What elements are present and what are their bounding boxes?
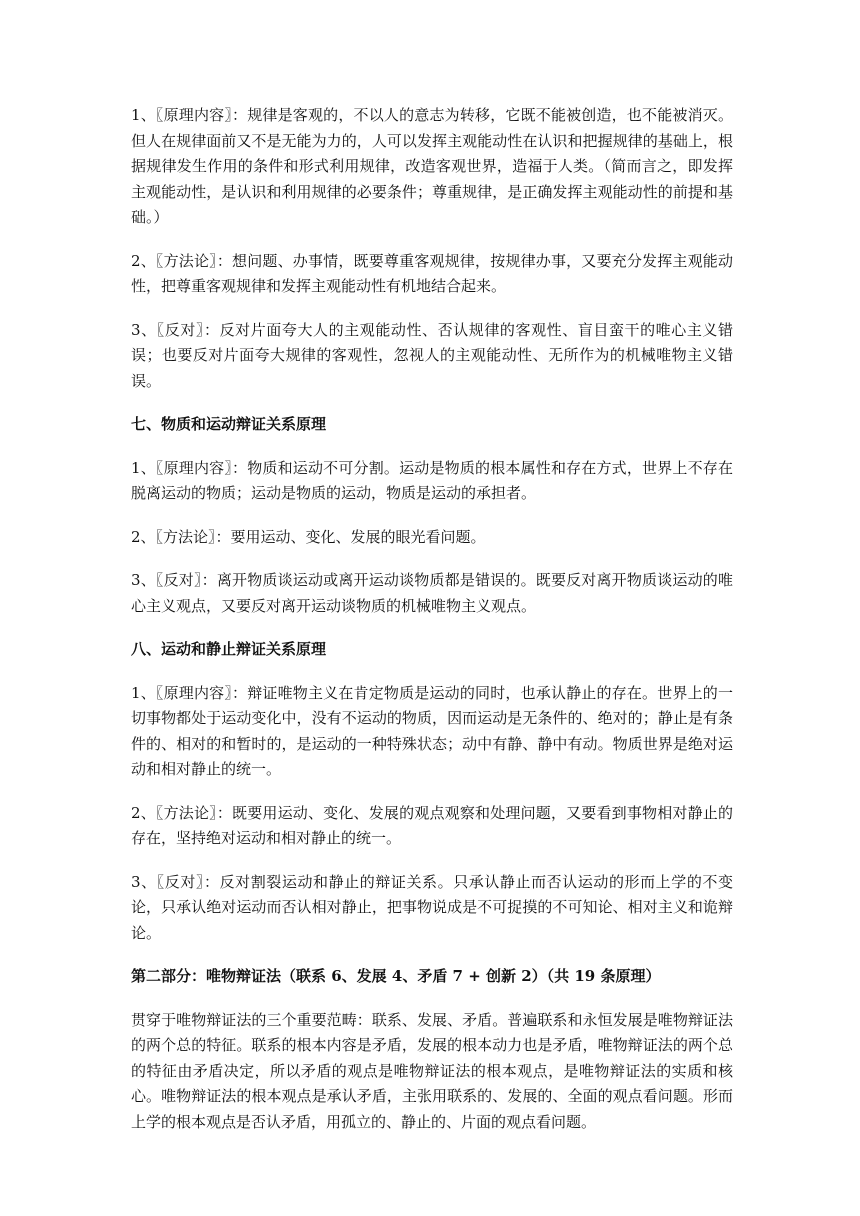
paragraph-matter-motion-opposition: 3、〖反对〗：离开物质谈运动或离开运动谈物质都是错误的。既要反对离开物质谈运动的唯心主义观点，又要反对离开运动谈物质的机械唯物主义观点。 (131, 571, 733, 615)
paragraph-matter-motion-principle: 1、〖原理内容〗：物质和运动不可分割。运动是物质的根本属性和存在方式，世界上不存在脱离运动的物质；运动是物质的运动，物质是运动的承担者。 (131, 458, 733, 502)
document-body (131, 103, 733, 1135)
paragraph-law-methodology: 2、〖方法论〗：想问题、办事情，既要尊重客观规律，按规律办事，又要充分发挥主观能动性，把尊重客观规律和发挥主观能动性有机地结合起来。 (131, 251, 733, 295)
paragraph-law-principle: 1、〖原理内容〗：规律是客观的，不以人的意志为转移，它既不能被创造，也不能被消灭。但人在规律面前又不是无能为力的，人可以发挥主观能动性在认识和把握规律的基础上，根据规律发生作用的条件和形式利用规律，改造客观世界，造福于人类。（简而言之，即发挥主观能动性，是认识和利用规律的必要条件；尊重规律，是正确发挥主观能动性的前提和基础。） (131, 106, 733, 226)
section-heading-matter-motion: 七、物质和运动辩证关系原理 (131, 415, 327, 433)
paragraph-motion-rest-opposition: 3、〖反对〗：反对割裂运动和静止的辩证关系。只承认静止而否认运动的形而上学的不变论，只承认绝对运动而否认相对静止，把事物说成是不可捉摸的不可知论、相对主义和诡辩论。 (131, 872, 733, 942)
section-heading-motion-rest: 八、运动和静止辩证关系原理 (131, 640, 327, 658)
paragraph-matter-motion-methodology: 2、〖方法论〗：要用运动、变化、发展的眼光看问题。 (131, 527, 486, 546)
part-heading-dialectics: 第二部分：唯物辩证法（联系 6、发展 4、矛盾 7 + 创新 2）（共 19 条原理） (131, 967, 661, 985)
paragraph-motion-rest-principle: 1、〖原理内容〗：辩证唯物主义在肯定物质是运动的同时，也承认静止的存在。世界上的一切事物都处于运动变化中，没有不运动的物质，因而运动是无条件的、绝对的；静止是有条件的、相对的和暂时的，是运动的一种特殊状态；动中有静、静中有动。物质世界是绝对运动和相对静止的统一。 (131, 683, 733, 778)
paragraph-dialectics-overview: 贯穿于唯物辩证法的三个重要范畴：联系、发展、矛盾。普遍联系和永恒发展是唯物辩证法的两个总的特征。联系的根本内容是矛盾，发展的根本动力也是矛盾，唯物辩证法的两个总的特征由矛盾决定，所以矛盾的观点是唯物辩证法的根本观点，是唯物辩证法的实质和核心。唯物辩证法的根本观点是承认矛盾，主张用联系的、发展的、全面的观点看问题。形而上学的根本观点是否认矛盾，用孤立的、静止的、片面的观点看问题。 (131, 1010, 733, 1131)
paragraph-law-opposition: 3、〖反对〗：反对片面夸大人的主观能动性、否认规律的客观性、盲目蛮干的唯心主义错误；也要反对片面夸大规律的客观性，忽视人的主观能动性、无所作为的机械唯物主义错误。 (131, 320, 733, 390)
paragraph-motion-rest-methodology: 2、〖方法论〗：既要用运动、变化、发展的观点观察和处理问题，又要看到事物相对静止的存在，坚持绝对运动和相对静止的统一。 (131, 803, 733, 847)
